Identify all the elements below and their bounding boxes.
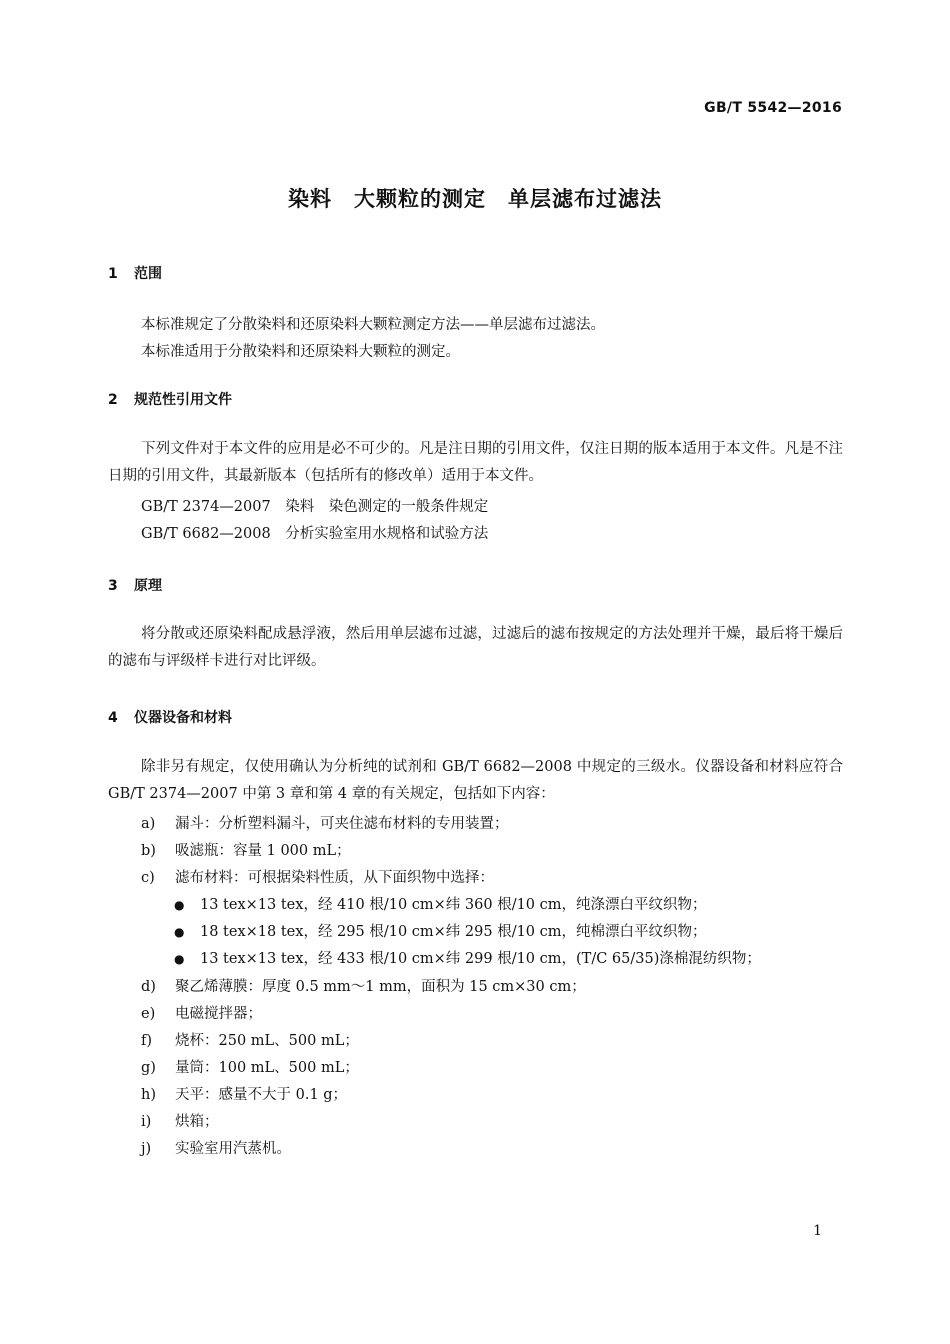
list-label: h) [141,1087,156,1103]
bullet-item [174,893,707,914]
section-number: 3 [108,578,118,594]
section-heading-3 [108,575,162,595]
list-item [141,1110,219,1131]
section-title: 规范性引用文件 [134,392,232,408]
bullet-icon: ● [174,925,185,939]
list-label: a) [141,816,156,832]
list-label: j) [141,1141,152,1157]
list-text: 量筒：100 mL、500 mL； [175,1060,359,1076]
list-item [141,812,509,833]
section-number: 1 [108,266,118,282]
section-title: 仪器设备和材料 [134,710,232,726]
section-heading-1 [108,263,162,283]
list-label: e) [141,1006,156,1022]
list-item [141,1083,347,1104]
bullet-text: 13 tex×13 tex，经 410 根/10 cm×纬 360 根/10 cm，纯涤漂白平纹织物； [200,897,707,913]
list-text: 电磁搅拌器； [175,1006,262,1022]
list-item [141,839,351,860]
reference-item: GB/T 6682—2008 分析实验室用水规格和试验方法 [141,526,489,542]
list-text: 烧杯：250 mL、500 mL； [175,1033,359,1049]
list-text: 实验室用汽蒸机。 [175,1141,291,1157]
principle-paragraph: 将分散或还原染料配成悬浮液，然后用单层滤布过滤，过滤后的滤布按规定的方法处理并干燥，最后将干燥后的滤布与评级样卡进行对比评级。 [108,626,843,669]
reference-item: GB/T 2374—2007 染料 染色测定的一般条件规定 [141,499,489,515]
list-label: b) [141,843,156,859]
list-text: 漏斗：分析塑料漏斗，可夹住滤布材料的专用装置； [175,816,509,832]
list-label: g) [141,1060,156,1076]
section-number: 2 [108,392,118,408]
document-title: 染料 大颗粒的测定 单层滤布过滤法 [288,187,662,211]
list-item [141,1056,359,1077]
list-item [141,1002,262,1023]
scope-line-2: 本标准适用于分散染料和还原染料大颗粒的测定。 [141,344,460,360]
bullet-icon: ● [174,898,185,912]
normative-paragraph: 下列文件对于本文件的应用是必不可少的。凡是注日期的引用文件，仅注日期的版本适用于本文件。凡是不注日期的引用文件，其最新版本（包括所有的修改单）适用于本文件。 [108,441,843,484]
apparatus-paragraph: 除非另有规定，仅使用确认为分析纯的试剂和 GB/T 6682—2008 中规定的三级水。仪器设备和材料应符合 GB/T 2374—2007 中第 3 章和第 4 章的有关规定，包括如下内容： [108,759,843,802]
bullet-text: 13 tex×13 tex，经 433 根/10 cm×纬 299 根/10 cm，(T/C 65/35)涤棉混纺织物； [200,951,761,967]
bullet-item [174,947,761,968]
list-label: d) [141,979,156,995]
section-heading-4 [108,707,232,727]
section-number: 4 [108,710,118,726]
list-label: c) [141,870,155,886]
scope-line-1: 本标准规定了分散染料和还原染料大颗粒测定方法——单层滤布过滤法。 [141,317,605,333]
section-title: 范围 [134,266,162,282]
list-item [141,866,494,887]
list-item [141,1029,359,1050]
bullet-item [174,920,707,941]
section-heading-2 [108,389,232,409]
list-text: 吸滤瓶：容量 1 000 mL； [175,843,351,859]
bullet-icon: ● [174,952,185,966]
section-title: 原理 [134,578,162,594]
list-text: 天平：感量不大于 0.1 g； [175,1087,348,1103]
page-number: 1 [813,1223,822,1239]
list-text: 滤布材料：可根据染料性质，从下面织物中选择： [175,870,494,886]
list-item [141,1137,291,1158]
list-text: 烘箱； [175,1114,219,1130]
list-label: i) [141,1114,152,1130]
list-text: 聚乙烯薄膜：厚度 0.5 mm～1 mm，面积为 15 cm×30 cm； [175,979,586,995]
bullet-text: 18 tex×18 tex，经 295 根/10 cm×纬 295 根/10 cm，纯棉漂白平纹织物； [200,924,707,940]
list-label: f) [141,1033,153,1049]
list-item [141,975,586,996]
standard-number: GB/T 5542—2016 [704,100,842,116]
